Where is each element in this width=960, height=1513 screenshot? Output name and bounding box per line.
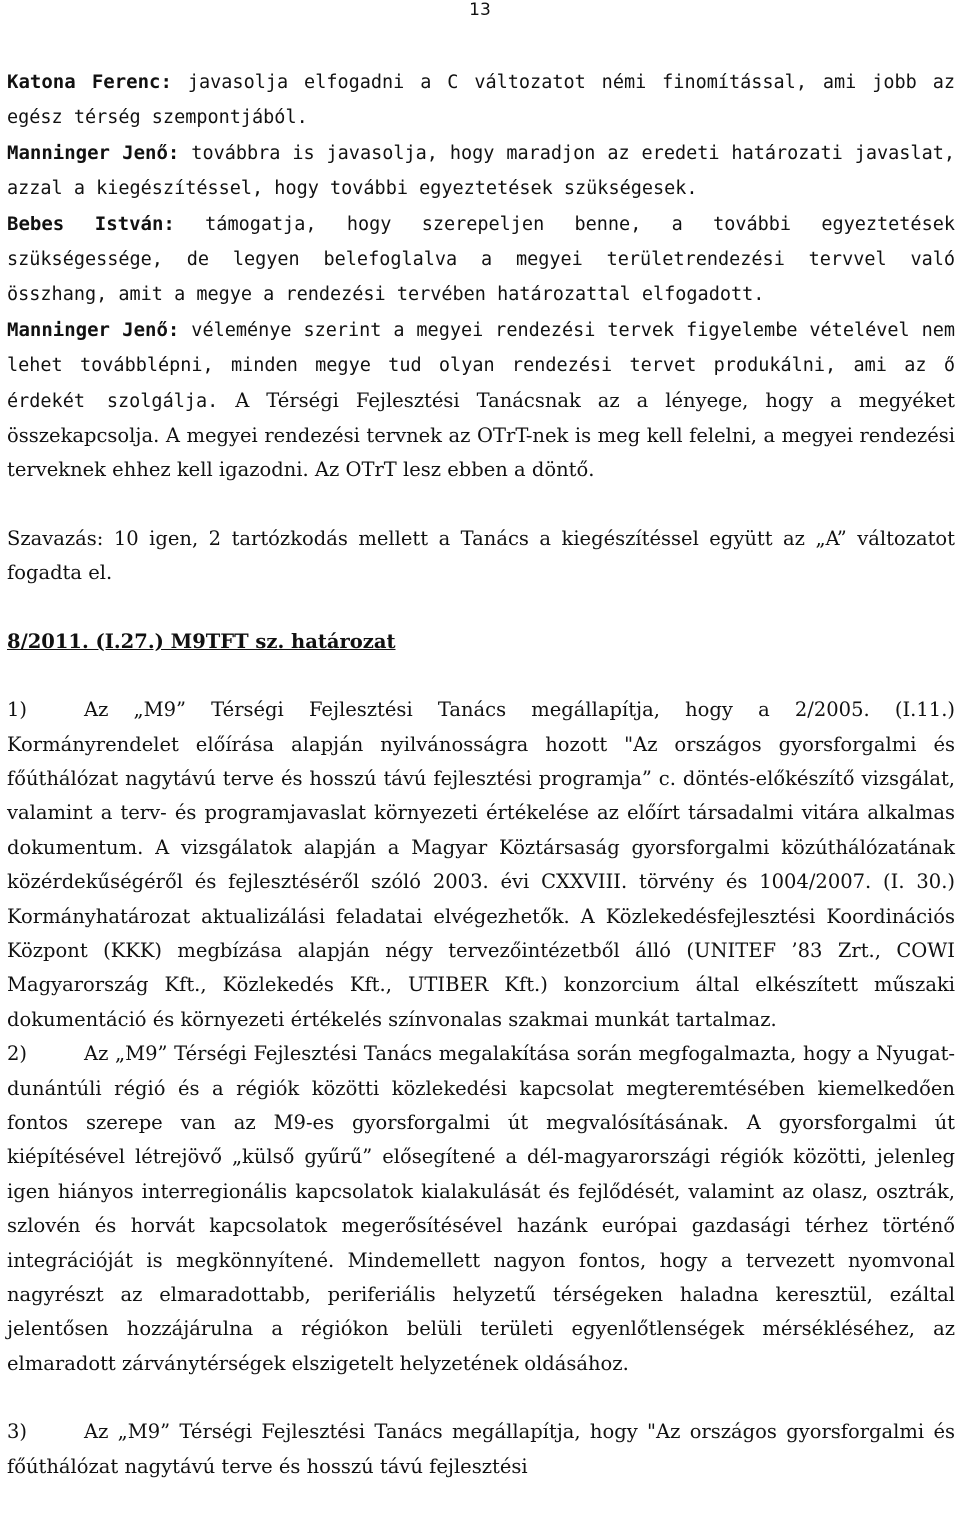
item-text: Az „M9” Térségi Fejlesztési Tanács megalakítása során megfogalmazta, hogy a Nyugat-dunántúli régió és a régiók közötti közlekedési kapcsolat megteremtésében kiemelkedően fontos szerepe van az M9-es gyorsforgalmi út megvalósításának. A gyorsforgalmi út kiépítésével létrejövő „külső gyűrű” elősegítené a dél-magyarországi régiók közötti, jelenleg igen hiányos interregionális kapcsolatok kialakulását és fejlődését, valamint az olasz, osztrák, szlovén és horvát kapcsolatok megerősítésével hazánk európai gazdasági térhez történő integrációját is megkönnyítené. Mindemellett nagyon fontos, hogy a tervezett nyomvonal nagyrészt az elmaradottabb, periferiális helyzetű térségeken haladna keresztül, ezáltal jelentősen hozzájárulna a régiókon belüli területi egyenlőtlenségek mérsékléséhez, az elmaradott zárványtérségek elszigetelt helyzetének oldásához. xyxy=(7,1042,955,1375)
item-number: 2) xyxy=(7,1042,28,1066)
document-body xyxy=(7,65,955,1484)
resolution-item-3 xyxy=(7,1415,955,1484)
statement-text: támogatja, hogy szerepeljen benne, a további egyeztetések szükségessége, de legyen belefoglalva a megyei területrendezési tervvel való összhang, amit a megye a rendezési tervében határozattal elfogadott. xyxy=(7,213,955,306)
paragraph-manninger-2 xyxy=(7,313,955,488)
paragraph-bebes xyxy=(7,207,955,313)
statement-text-continued: A Térségi Fejlesztési Tanácsnak az a lényege, hogy a megyéket összekapcsolja. A megyei rendezési tervnek az OTrT-nek is meg kell felelni, a megyei rendezési terveknek ehhez kell igazodni. Az OTrT lesz ebben a döntő. xyxy=(7,388,955,482)
resolution-title: 8/2011. (I.27.) M9TFT sz. határozat xyxy=(7,629,396,653)
paragraph-katona xyxy=(7,65,955,136)
item-number: 3) xyxy=(7,1420,28,1444)
statement-text: javasolja elfogadni a C változatot némi finomítással, ami jobb az egész térség szempontjából. xyxy=(7,72,955,129)
speaker-name: Manninger Jenő: xyxy=(7,141,180,164)
resolution-item-1 xyxy=(7,693,955,1037)
statement-text: továbbra is javasolja, hogy maradjon az eredeti határozati javaslat, azzal a kiegészítéssel, hogy további egyeztetések szükségesek. xyxy=(7,142,955,200)
item-text: Az „M9” Térségi Fejlesztési Tanács megállapítja, hogy a 2/2005. (I.11.) Kormányrendelet előírása alapján nyilvánosságra hozott "Az országos gyorsforgalmi és főúthálózat nagytávú terve és hosszú távú fejlesztési programja” c. döntés-előkészítő vizsgálat, valamint a terv- és programjavaslat környezeti értékelése az előírt társadalmi vitára alkalmas dokumentum. A vizsgálatok alapján a Magyar Köztársaság gyorsforgalmi közúthálózatának közérdekűségéről és fejlesztéséről szóló 2003. évi CXXVIII. törvény és 1004/2007. (I. 30.) Kormányhatározat aktualizálási feladatai elvégezhetők. A Közlekedésfejlesztési Koordinációs Központ (KKK) megbízása alapján négy tervezőintézetből álló (UNITEF ’83 Zrt., COWI Magyarország Kft., Közlekedés Kft., UTIBER Kft.) konzorcium által elkészített műszaki dokumentáció és környezeti értékelés színvonalas szakmai munkát tartalmaz. xyxy=(7,698,955,1031)
paragraph-manninger-1 xyxy=(7,136,955,207)
page-number: 13 xyxy=(469,0,491,20)
item-text: Az „M9” Térségi Fejlesztési Tanács megállapítja, hogy "Az országos gyorsforgalmi és főúthálózat nagytávú terve és hosszú távú fejlesztési xyxy=(7,1420,955,1478)
speaker-name: Katona Ferenc: xyxy=(7,71,172,93)
speaker-name: Manninger Jenő: xyxy=(7,318,180,341)
resolution-item-2 xyxy=(7,1037,955,1381)
vote-result: Szavazás: 10 igen, 2 tartózkodás mellett a Tanács a kiegészítéssel együtt az „A” változatot fogadta el. xyxy=(7,526,955,585)
speaker-name: Bebes István: xyxy=(7,212,175,235)
statement-text: véleménye szerint a megyei rendezési tervek figyelembe vételével nem lehet továbblépni, minden megye tud olyan rendezési tervet produkálni, ami az ő érdekét szolgálja. xyxy=(7,319,955,412)
item-number: 1) xyxy=(7,698,28,722)
